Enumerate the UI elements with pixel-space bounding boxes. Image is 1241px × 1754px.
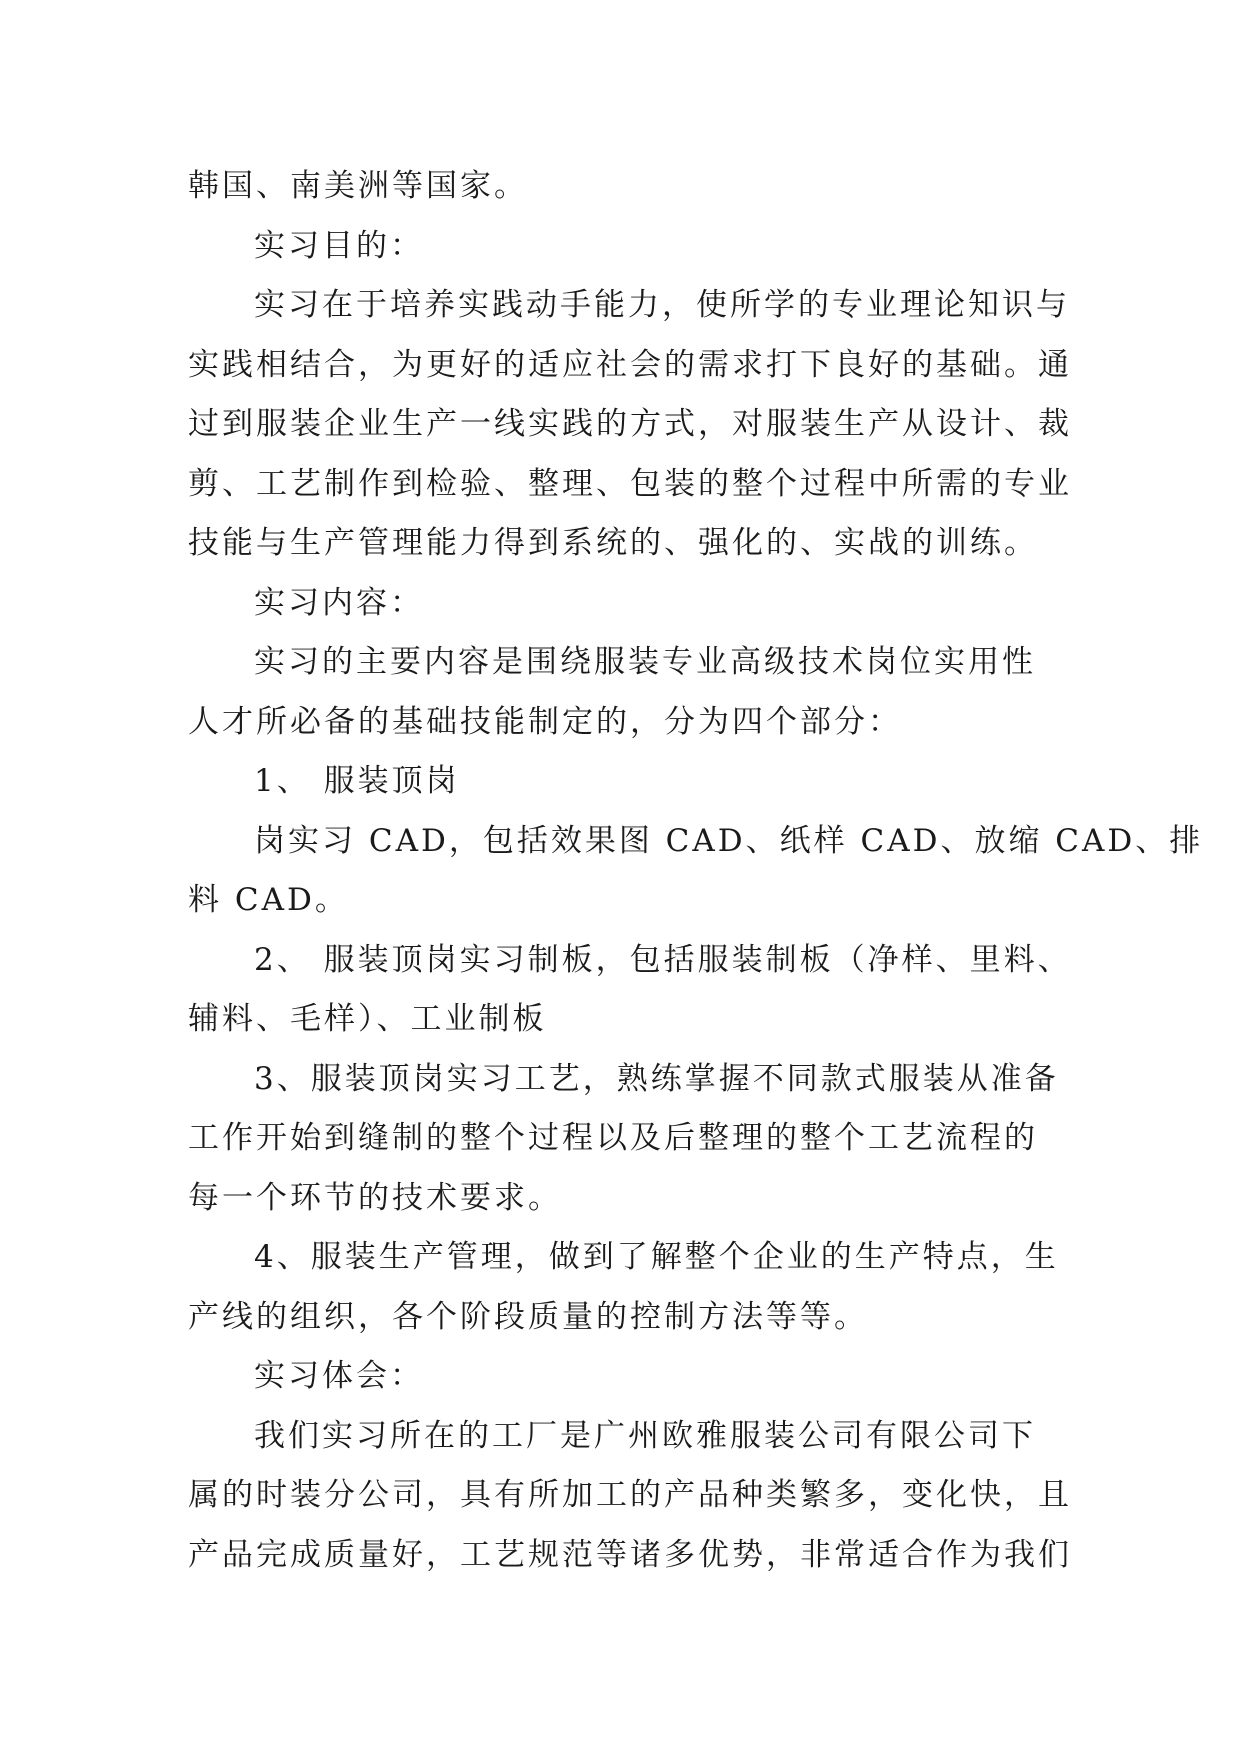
text-line: 产线的组织，各个阶段质量的控制方法等等。 [188, 1298, 868, 1335]
text-line: 我们实习所在的工厂是广州欧雅服装公司有限公司下 [254, 1417, 1036, 1454]
text-line: 辅料、毛样）、工业制板 [188, 1001, 547, 1037]
section-heading-experience: 实习体会： [254, 1358, 424, 1394]
text-line: 料 CAD。 [188, 882, 349, 918]
list-item-2: 2、 服装顶岗实习制板，包括服装制板（净样、里料、 [254, 941, 1072, 978]
text-line: 过到服装企业生产一线实践的方式，对服装生产从设计、裁 [188, 406, 1072, 442]
list-item-4: 4、服装生产管理，做到了解整个企业的生产特点，生 [254, 1239, 1059, 1275]
text-line: 人才所必备的基础技能制定的，分为四个部分： [188, 703, 902, 740]
document-body [188, 157, 1204, 1585]
text-line: 工作开始到缝制的整个过程以及后整理的整个工艺流程的 [188, 1120, 1038, 1156]
section-heading-purpose: 实习目的： [254, 227, 424, 264]
text-line: 剪、工艺制作到检验、整理、包装的整个过程中所需的专业 [188, 465, 1072, 502]
text-line: 韩国、南美洲等国家。 [188, 168, 528, 204]
list-item-3: 3、服装顶岗实习工艺，熟练掌握不同款式服装从准备 [254, 1060, 1059, 1097]
text-line: 实践相结合，为更好的适应社会的需求打下良好的基础。通 [188, 346, 1072, 383]
list-item-1: 1、 服装顶岗 [254, 763, 460, 799]
section-heading-content: 实习内容： [254, 584, 424, 621]
text-line: 技能与生产管理能力得到系统的、强化的、实战的训练。 [188, 525, 1038, 561]
text-line: 属的时装分公司，具有所加工的产品种类繁多，变化快，且 [188, 1477, 1072, 1513]
text-line: 实习的主要内容是围绕服装专业高级技术岗位实用性 [254, 644, 1036, 680]
text-line: 岗实习 CAD，包括效果图 CAD、纸样 CAD、放缩 CAD、排 [254, 822, 1204, 859]
text-line: 产品完成质量好，工艺规范等诸多优势，非常适合作为我们 [188, 1536, 1072, 1573]
text-line: 每一个环节的技术要求。 [188, 1179, 562, 1216]
text-line: 实习在于培养实践动手能力，使所学的专业理论知识与 [254, 287, 1070, 323]
